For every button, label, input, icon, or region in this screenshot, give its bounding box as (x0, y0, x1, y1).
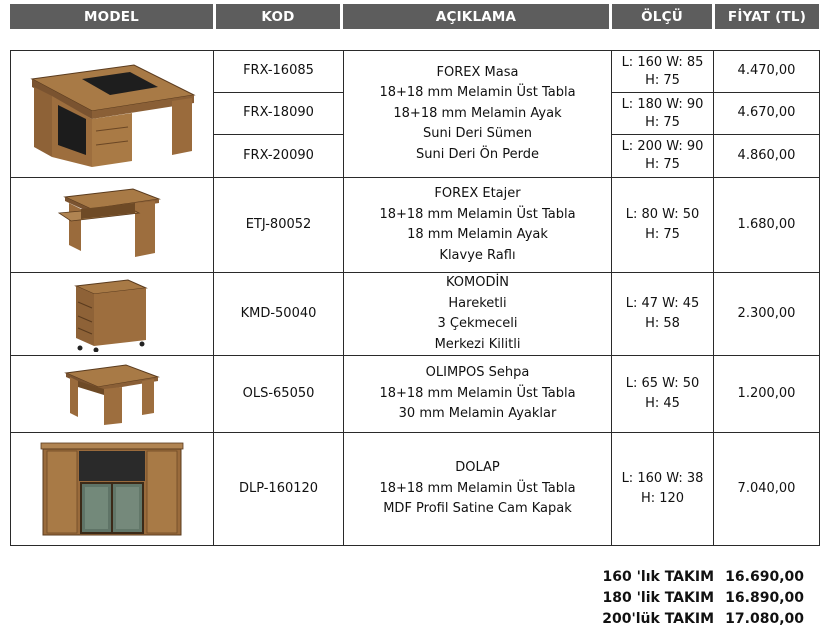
fiyat-cell (714, 433, 820, 546)
product-code: FRX-18090 (243, 105, 314, 121)
kod-cell (214, 356, 344, 433)
header-aciklama-label: AÇIKLAMA (435, 8, 517, 25)
price-value: 4.470,00 (737, 63, 796, 79)
desc-line: Merkezi Kilitli (434, 336, 521, 352)
etajer-image-icon (57, 183, 167, 268)
header-model-label: MODEL (84, 8, 139, 25)
aciklama-cell (344, 433, 612, 546)
kod-cell (214, 135, 344, 178)
desc-line: OLIMPOS Sehpa (425, 365, 530, 381)
etajer-image-cell (11, 178, 214, 273)
desc-line: 3 Çekmeceli (437, 316, 518, 331)
price-table (10, 50, 820, 546)
desk-image-icon (22, 57, 202, 172)
total-label: 180 'lik TAKIM (602, 589, 714, 606)
size-line: H: 58 (645, 316, 680, 331)
komodin-image-cell (11, 273, 214, 356)
fiyat-cell (714, 93, 820, 135)
size-line: L: 47 W: 45 (625, 295, 700, 311)
desc-line: FOREX Masa (436, 64, 519, 80)
total-value: 16.690,00 (725, 568, 804, 585)
aciklama-cell (344, 178, 612, 273)
header-fiyat-label: FİYAT (TL) (727, 8, 807, 25)
table-row (11, 178, 820, 273)
table-row (11, 433, 820, 546)
kod-cell (214, 273, 344, 356)
size-line: L: 160 W: 38 (621, 470, 704, 486)
aciklama-cell (344, 356, 612, 433)
product-code: DLP-160120 (238, 480, 319, 496)
desc-line: KOMODİN (445, 275, 510, 290)
size-line: L: 65 W: 50 (625, 375, 700, 391)
product-code: FRX-20090 (243, 147, 314, 163)
total-value: 17.080,00 (725, 610, 804, 627)
olcu-cell (612, 93, 714, 135)
desc-line: 18+18 mm Melamin Üst Tabla (379, 206, 576, 222)
size-line: L: 160 W: 85 (621, 54, 704, 70)
kod-cell (214, 433, 344, 546)
total-row (584, 566, 804, 587)
table-row (11, 356, 820, 433)
desc-line: 18+18 mm Melamin Ayak (393, 105, 562, 121)
desc-line: 18+18 mm Melamin Üst Tabla (379, 85, 576, 101)
olcu-cell (612, 135, 714, 178)
fiyat-cell (714, 178, 820, 273)
desc-line: 18+18 mm Melamin Üst Tabla (379, 385, 576, 401)
desc-line: FOREX Etajer (434, 186, 521, 201)
aciklama-cell (344, 51, 612, 178)
size-line: H: 75 (645, 72, 680, 88)
size-line: H: 75 (645, 114, 680, 130)
fiyat-cell (714, 273, 820, 356)
desc-line: Klavye Raflı (439, 247, 516, 263)
product-code: FRX-16085 (243, 63, 314, 79)
komodin-image-icon (72, 276, 152, 352)
fiyat-cell (714, 356, 820, 433)
size-line: H: 120 (640, 491, 685, 506)
total-label: 200'lük TAKIM (602, 610, 714, 627)
desc-line: Suni Deri Sümen (423, 126, 532, 142)
total-row (584, 608, 804, 629)
masa-image-cell (11, 51, 214, 178)
olcu-cell (612, 433, 714, 546)
header-fiyat (715, 4, 819, 29)
price-value: 1.200,00 (737, 385, 796, 401)
desc-line: DOLAP (455, 460, 500, 476)
header-kod (216, 4, 340, 29)
kod-cell (214, 51, 344, 93)
kod-cell (214, 93, 344, 135)
aciklama-cell (344, 273, 612, 356)
header-model (10, 4, 213, 29)
desc-line: MDF Profil Satine Cam Kapak (383, 501, 572, 517)
header-kod-label: KOD (261, 8, 295, 25)
desc-line: Suni Deri Ön Perde (416, 146, 539, 162)
header-aciklama (343, 4, 609, 29)
olcu-cell (612, 51, 714, 93)
header-olcu (612, 4, 712, 29)
size-line: H: 75 (645, 227, 680, 242)
dolap-image-icon (37, 437, 187, 541)
desc-line: 18+18 mm Melamin Üst Tabla (379, 480, 576, 496)
desc-line: 30 mm Melamin Ayaklar (398, 406, 557, 422)
price-value: 7.040,00 (737, 480, 796, 496)
price-value: 4.670,00 (737, 105, 796, 121)
sehpa-image-cell (11, 356, 214, 433)
dolap-image-cell (11, 433, 214, 546)
size-line: L: 80 W: 50 (625, 206, 700, 222)
product-code: ETJ-80052 (245, 216, 312, 232)
fiyat-cell (714, 135, 820, 178)
total-row (584, 587, 804, 608)
olcu-cell (612, 273, 714, 356)
product-code: OLS-65050 (242, 385, 315, 401)
price-value: 2.300,00 (737, 305, 796, 321)
price-value: 1.680,00 (737, 216, 796, 232)
price-value: 4.860,00 (737, 147, 796, 163)
table-row (11, 273, 820, 356)
olcu-cell (612, 356, 714, 433)
olcu-cell (612, 178, 714, 273)
desc-line: 18 mm Melamin Ayak (407, 227, 548, 242)
product-code: KMD-50040 (240, 305, 317, 321)
size-line: L: 180 W: 90 (621, 96, 704, 112)
header-olcu-label: ÖLÇÜ (641, 8, 683, 25)
size-line: H: 75 (645, 157, 680, 172)
kod-cell (214, 178, 344, 273)
size-line: H: 45 (645, 396, 680, 411)
total-value: 16.890,00 (725, 589, 804, 606)
fiyat-cell (714, 51, 820, 93)
sehpa-image-icon (62, 361, 162, 427)
size-line: L: 200 W: 90 (621, 139, 704, 154)
total-label: 160 'lık TAKIM (602, 568, 714, 585)
set-totals (584, 566, 804, 629)
desc-line: Hareketli (448, 295, 507, 311)
table-row (11, 51, 820, 93)
